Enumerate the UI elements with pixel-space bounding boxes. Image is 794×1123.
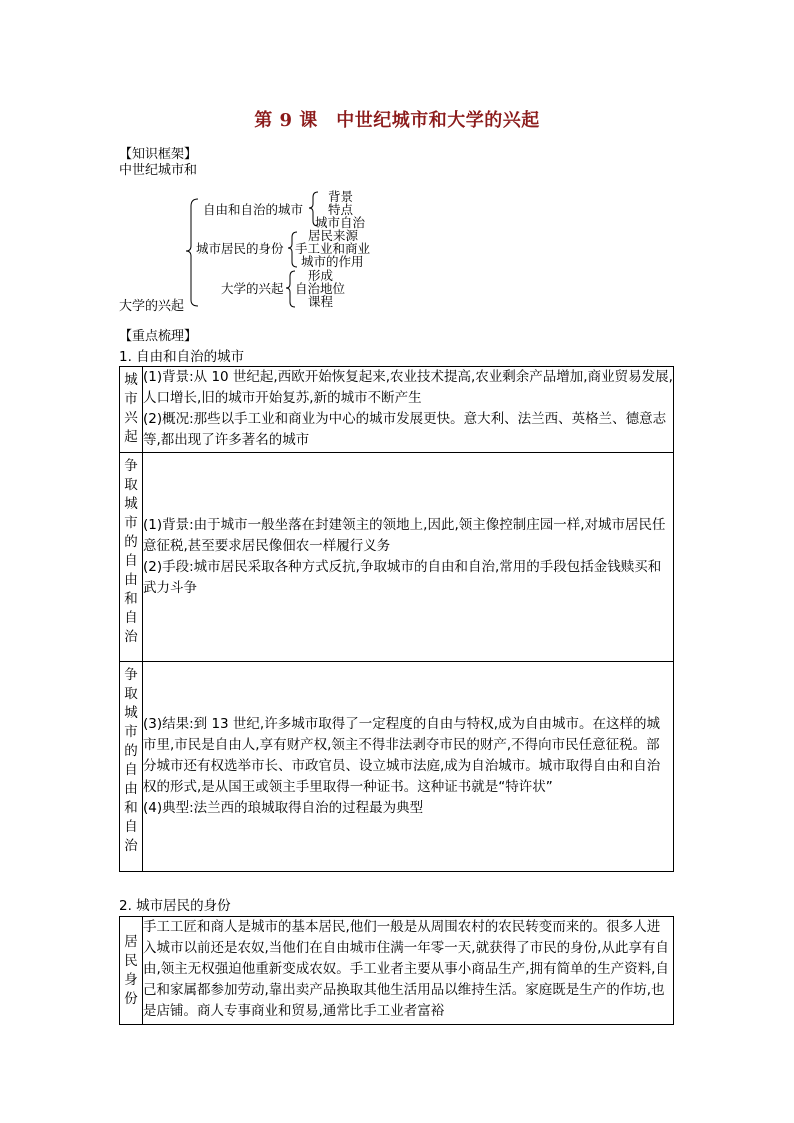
paragraph: (2)手段:城市居民采取各种方式反抗,争取城市的自由和自治,常用的手段包括金钱赎买和武力斗争 [143, 559, 662, 596]
branch2-item1: 居民来源 [308, 228, 359, 243]
branch3-item1: 形成 [308, 268, 334, 283]
section1-heading: 1. 自由和自治的城市 [119, 349, 245, 365]
branch2-item3: 城市的作用 [301, 254, 364, 269]
branch1-item2: 特点 [328, 202, 354, 217]
branch2-item2: 手工业和商业 [295, 241, 371, 256]
row-label: 居 民 身 份 [120, 917, 143, 1025]
table-row [120, 662, 674, 872]
framework-root-bottom: 大学的兴起 [119, 299, 185, 314]
branch3-item2: 自治地位 [295, 281, 346, 296]
branch3-brace [286, 271, 295, 307]
table-row [120, 453, 674, 662]
branch1-label: 自由和自治的城市 [203, 202, 304, 217]
section1-table [119, 366, 674, 872]
row-label: 城 市 兴 起 [120, 367, 143, 453]
branch2-label: 城市居民的身份 [196, 241, 284, 256]
paragraph: (3)结果:到 13 世纪,许多城市取得了一定程度的自由与特权,成为自由城市。在这样的城市里,市民是自由人,享有财产权,领主不得非法剥夺市民的财产,不得向市民任意征税。部分城市还有权选举市长、市政官员、设立城市法庭,成为自治城市。城市取得自由和自治权的形式,是从国王或领主手里取得一种证书。这种证书就是“特许状” [143, 716, 661, 795]
section2-heading: 2. 城市居民的身份 [119, 898, 231, 914]
key-points-heading: 【重点梳理】 [119, 329, 198, 344]
paragraph: (4)典型:法兰西的琅城取得自治的过程最为典型 [143, 800, 424, 816]
row-label: 争 取 城 市 的 自 由 和 自 治 [120, 453, 143, 662]
branch3-item3: 课程 [308, 294, 334, 309]
table-row [120, 367, 674, 453]
table-row [120, 917, 674, 1025]
paragraph: (1)背景:从 10 世纪起,西欧开始恢复起来,农业技术提高,农业剩余产品增加,商业贸易发展,人口增长,旧的城市开始复苏,新的城市不断产生 [143, 369, 673, 406]
row-content [143, 662, 674, 872]
paragraph: 手工工匠和商人是城市的基本居民,他们一般是从周围农村的农民转变而来的。很多人进入城市以前还是农奴,当他们在自由城市住满一年零一天,就获得了市民的身份,从此享有自由,领主无权强迫他重新变成农奴。手工业者主要从事小商品生产,拥有简单的生产资料,自己和家属都参加劳动,靠出卖产品换取其他生活用品以维持生活。家庭既是生产的作坊,也是店铺。商人专事商业和贸易,通常比手工业者富裕 [143, 919, 669, 1019]
row-content [143, 917, 674, 1025]
paragraph: (2)概况:那些以手工业和商业为中心的城市发展更快。意大利、法兰西、英格兰、德意志等,都出现了许多著名的城市 [143, 411, 667, 448]
row-label: 争 取 城 市 的 自 由 和 自 治 [120, 662, 143, 872]
row-content [143, 453, 674, 662]
row-content [143, 367, 674, 453]
branch3-label: 大学的兴起 [221, 281, 284, 296]
framework-root-top: 中世纪城市和 [119, 163, 198, 178]
branch1-item1: 背景 [328, 189, 354, 204]
framework-heading: 【知识框架】 [119, 147, 198, 162]
branch1-item3: 城市自治 [315, 215, 366, 230]
paragraph: (1)背景:由于城市一般坐落在封建领主的领地上,因此,领主像控制庄园一样,对城市居民任意征税,甚至要求居民像佃农一样履行义务 [143, 517, 666, 554]
section2-table [119, 916, 674, 1025]
page-title: 第 9 课 中世纪城市和大学的兴起 [254, 110, 540, 131]
